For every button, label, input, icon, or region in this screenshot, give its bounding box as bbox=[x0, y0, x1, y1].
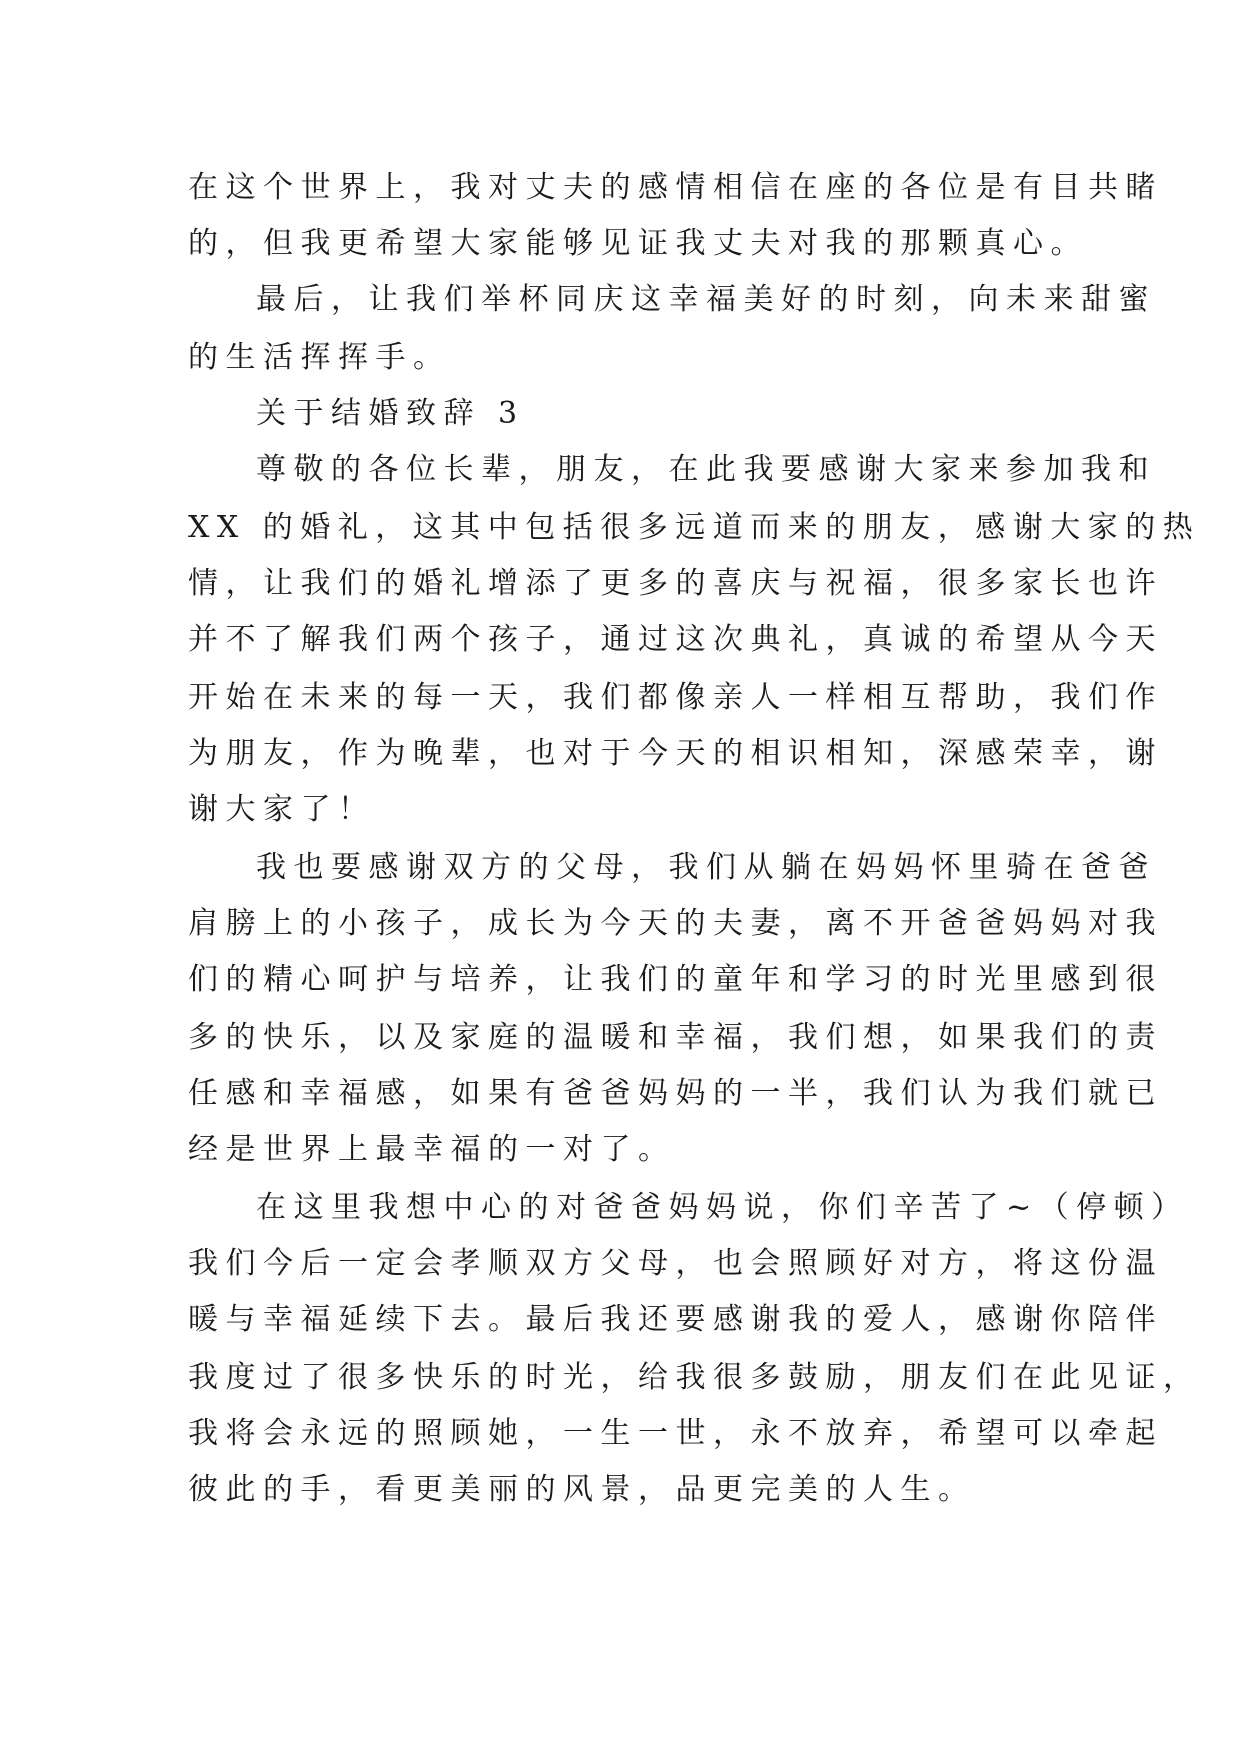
text-line: 并不了解我们两个孩子，通过这次典礼，真诚的希望从今天 bbox=[188, 622, 1163, 657]
text-line: 我们今后一定会孝顺双方父母，也会照顾好对方，将这份温 bbox=[188, 1246, 1163, 1281]
section-heading: 关于结婚致辞 3 bbox=[256, 396, 525, 431]
text-line: 开始在未来的每一天，我们都像亲人一样相互帮助，我们作 bbox=[188, 680, 1163, 715]
text-line: 多的快乐，以及家庭的温暖和幸福，我们想，如果我们的责 bbox=[188, 1020, 1163, 1055]
text-line: 我度过了很多快乐的时光，给我很多鼓励，朋友们在此见证， bbox=[188, 1360, 1201, 1395]
text-line: 的，但我更希望大家能够见证我丈夫对我的那颗真心。 bbox=[188, 226, 1088, 261]
text-line: 在这里我想中心的对爸爸妈妈说，你们辛苦了~（停顿） bbox=[256, 1190, 1189, 1225]
text-line: 情，让我们的婚礼增添了更多的喜庆与祝福，很多家长也许 bbox=[188, 566, 1163, 601]
text-line: XX 的婚礼，这其中包括很多远道而来的朋友，感谢大家的热 bbox=[188, 510, 1201, 545]
text-line: 谢大家了！ bbox=[188, 792, 376, 827]
text-line: 最后，让我们举杯同庆这幸福美好的时刻，向未来甜蜜 bbox=[256, 282, 1156, 317]
text-line: 肩膀上的小孩子，成长为今天的夫妻，离不开爸爸妈妈对我 bbox=[188, 906, 1163, 941]
text-line: 为朋友，作为晚辈，也对于今天的相识相知，深感荣幸，谢 bbox=[188, 736, 1163, 771]
text-line: 尊敬的各位长辈，朋友，在此我要感谢大家来参加我和 bbox=[256, 452, 1156, 487]
text-line: 任感和幸福感，如果有爸爸妈妈的一半，我们认为我们就已 bbox=[188, 1076, 1163, 1111]
text-line: 彼此的手，看更美丽的风景，品更完美的人生。 bbox=[188, 1472, 976, 1507]
text-line: 们的精心呵护与培养，让我们的童年和学习的时光里感到很 bbox=[188, 962, 1163, 997]
text-line: 经是世界上最幸福的一对了。 bbox=[188, 1132, 676, 1167]
text-line: 暖与幸福延续下去。最后我还要感谢我的爱人，感谢你陪伴 bbox=[188, 1302, 1163, 1337]
text-line: 在这个世界上，我对丈夫的感情相信在座的各位是有目共睹 bbox=[188, 170, 1163, 205]
text-line: 的生活挥挥手。 bbox=[188, 340, 451, 375]
text-line: 我也要感谢双方的父母，我们从躺在妈妈怀里骑在爸爸 bbox=[256, 850, 1156, 885]
text-line: 我将会永远的照顾她，一生一世，永不放弃，希望可以牵起 bbox=[188, 1416, 1163, 1451]
